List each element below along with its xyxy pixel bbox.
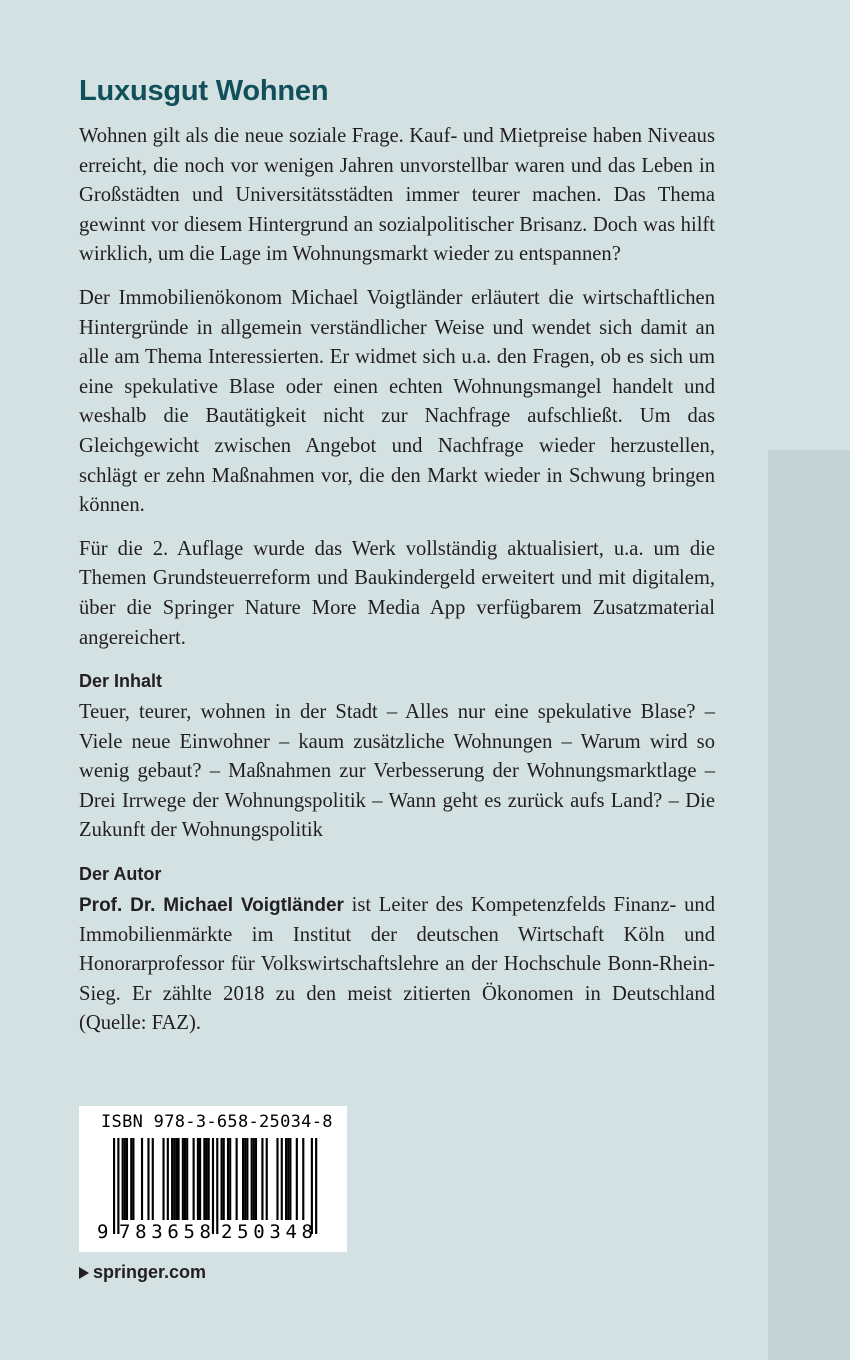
barcode-bar <box>261 1138 263 1220</box>
barcode-bar <box>251 1138 253 1220</box>
barcode-digits-left: 783658 <box>119 1221 211 1243</box>
edition-paragraph: Für die 2. Auflage wurde das Werk vollständig aktualisiert, u.a. um die Themen Grundsteuerreform und Baukindergeld erweitert und mit digitalem, über die Springer Nature More Media App verfügbarem Zusatzmaterial angereichert. <box>79 537 715 649</box>
barcode-bar <box>199 1138 201 1220</box>
barcode-bar <box>246 1138 248 1220</box>
book-title: Luxusgut Wohnen <box>79 75 329 107</box>
barcode-bars <box>95 1138 335 1244</box>
barcode-bar <box>285 1138 287 1220</box>
barcode-bar <box>203 1138 205 1220</box>
barcode-digits-right: 250348 <box>221 1221 313 1243</box>
barcode-bar <box>315 1138 317 1234</box>
barcode-bar <box>208 1138 210 1220</box>
author-bio <box>79 891 715 1039</box>
barcode-bar <box>162 1138 164 1220</box>
barcode-bar <box>141 1138 143 1220</box>
barcode-bar <box>223 1138 225 1220</box>
intro-paragraph: Wohnen gilt als die neue soziale Frage. Kauf- und Mietpreise haben Niveaus erreicht, die noch vor wenigen Jahren unvorstellbar waren und das Leben in Großstädten und Universitätsstädten immer teurer machen. Das Thema gewinnt vor diesem Hintergrund an sozialpolitischer Brisanz. Doch was hilft wirklich, um die Lage im Wohnungsmarkt wieder zu entspannen? <box>79 125 715 266</box>
barcode-bar <box>182 1138 184 1220</box>
barcode-bar <box>296 1138 298 1220</box>
barcode-bar <box>124 1138 126 1220</box>
arrow-right-icon <box>79 1267 89 1279</box>
contents-text: Teuer, teurer, wohnen in der Stadt – Alles nur eine spekulative Blase? – Viele neue Einwohner – kaum zusätzliche Wohnungen – Warum wird so wenig gebaut? – Maßnahmen zur Verbesserung der Wohnungsmarktlage – Drei Irrwege der Wohnungspolitik – Wann geht es zurück aufs Land? – Die Zukunft der Wohnungspolitik <box>79 701 715 842</box>
barcode-bar <box>229 1138 231 1220</box>
barcode-bar <box>152 1138 154 1220</box>
description-paragraph: Der Immobilienökonom Michael Voigtländer erläutert die wirtschaftlichen Hintergründe in allgemein verständlicher Weise und wendet sich damit an alle am Thema Interessierten. Er widmet sich u.a. den Fragen, ob es sich um eine spekulative Blase oder einen echten Wohnungsmangel handelt und weshalb die Bautätigkeit nicht zur Nachfrage aufschließt. Um das Gleichgewicht zwischen Angebot und Nachfrage wieder herzustellen, schlägt er zehn Maßnahmen vor, die den Markt wieder in Schwung bringen können. <box>79 286 715 517</box>
barcode-bar <box>236 1138 238 1220</box>
website-label: springer.com <box>93 1262 207 1282</box>
barcode-bar <box>178 1138 180 1220</box>
barcode-bar <box>302 1138 304 1220</box>
barcode-bar <box>193 1138 195 1220</box>
barcode-bar <box>311 1138 313 1234</box>
barcode-bar <box>266 1138 268 1220</box>
barcode-bar <box>212 1138 214 1234</box>
contents-heading: Der Inhalt <box>79 671 163 692</box>
barcode-bar <box>130 1138 132 1220</box>
author-bio-text: ist Leiter des Kompetenzfelds Finanz- und Immobilienmärkte im Institut der deutschen Wirtschaft Köln und Honorarprofessor für Volkswirtschaftslehre an der Hochschule Bonn-Rhein- Sieg. Er zählte 2018 zu den meist zitierten Ökonomen in Deutschland (Quelle: FAZ). <box>79 894 715 1035</box>
barcode-bar <box>173 1138 175 1220</box>
barcode-bar <box>242 1138 244 1220</box>
barcode-bar <box>132 1138 134 1220</box>
isbn-label: ISBN 978-3-658-25034-8 <box>101 1112 333 1132</box>
barcode-bar <box>221 1138 223 1220</box>
barcode-bar <box>197 1138 199 1220</box>
barcode-bar <box>216 1138 218 1234</box>
barcode-bar <box>126 1138 128 1220</box>
author-name: Prof. Dr. Michael Voigtländer <box>79 895 344 917</box>
isbn-barcode <box>79 1106 347 1252</box>
barcode-digit-first: 9 <box>97 1221 109 1243</box>
barcode-bar <box>117 1138 119 1234</box>
barcode-bar <box>175 1138 177 1220</box>
barcode-bar <box>255 1138 257 1220</box>
barcode-bar <box>167 1138 169 1220</box>
barcode-bar <box>253 1138 255 1220</box>
barcode-bar <box>147 1138 149 1220</box>
barcode-bar <box>171 1138 173 1220</box>
barcode-bar <box>289 1138 291 1220</box>
barcode-bar <box>205 1138 207 1220</box>
barcode-bar <box>113 1138 115 1234</box>
barcode-bar <box>227 1138 229 1220</box>
barcode-bar <box>281 1138 283 1220</box>
barcode-bar <box>276 1138 278 1220</box>
barcode-bar <box>122 1138 124 1220</box>
back-cover-text <box>79 75 715 1053</box>
barcode-bar <box>244 1138 246 1220</box>
barcode-bar <box>287 1138 289 1220</box>
barcode-bar <box>186 1138 188 1220</box>
author-heading: Der Autor <box>79 864 162 885</box>
spine-band <box>768 450 850 1360</box>
barcode-bar <box>184 1138 186 1220</box>
publisher-link[interactable] <box>79 1262 206 1283</box>
